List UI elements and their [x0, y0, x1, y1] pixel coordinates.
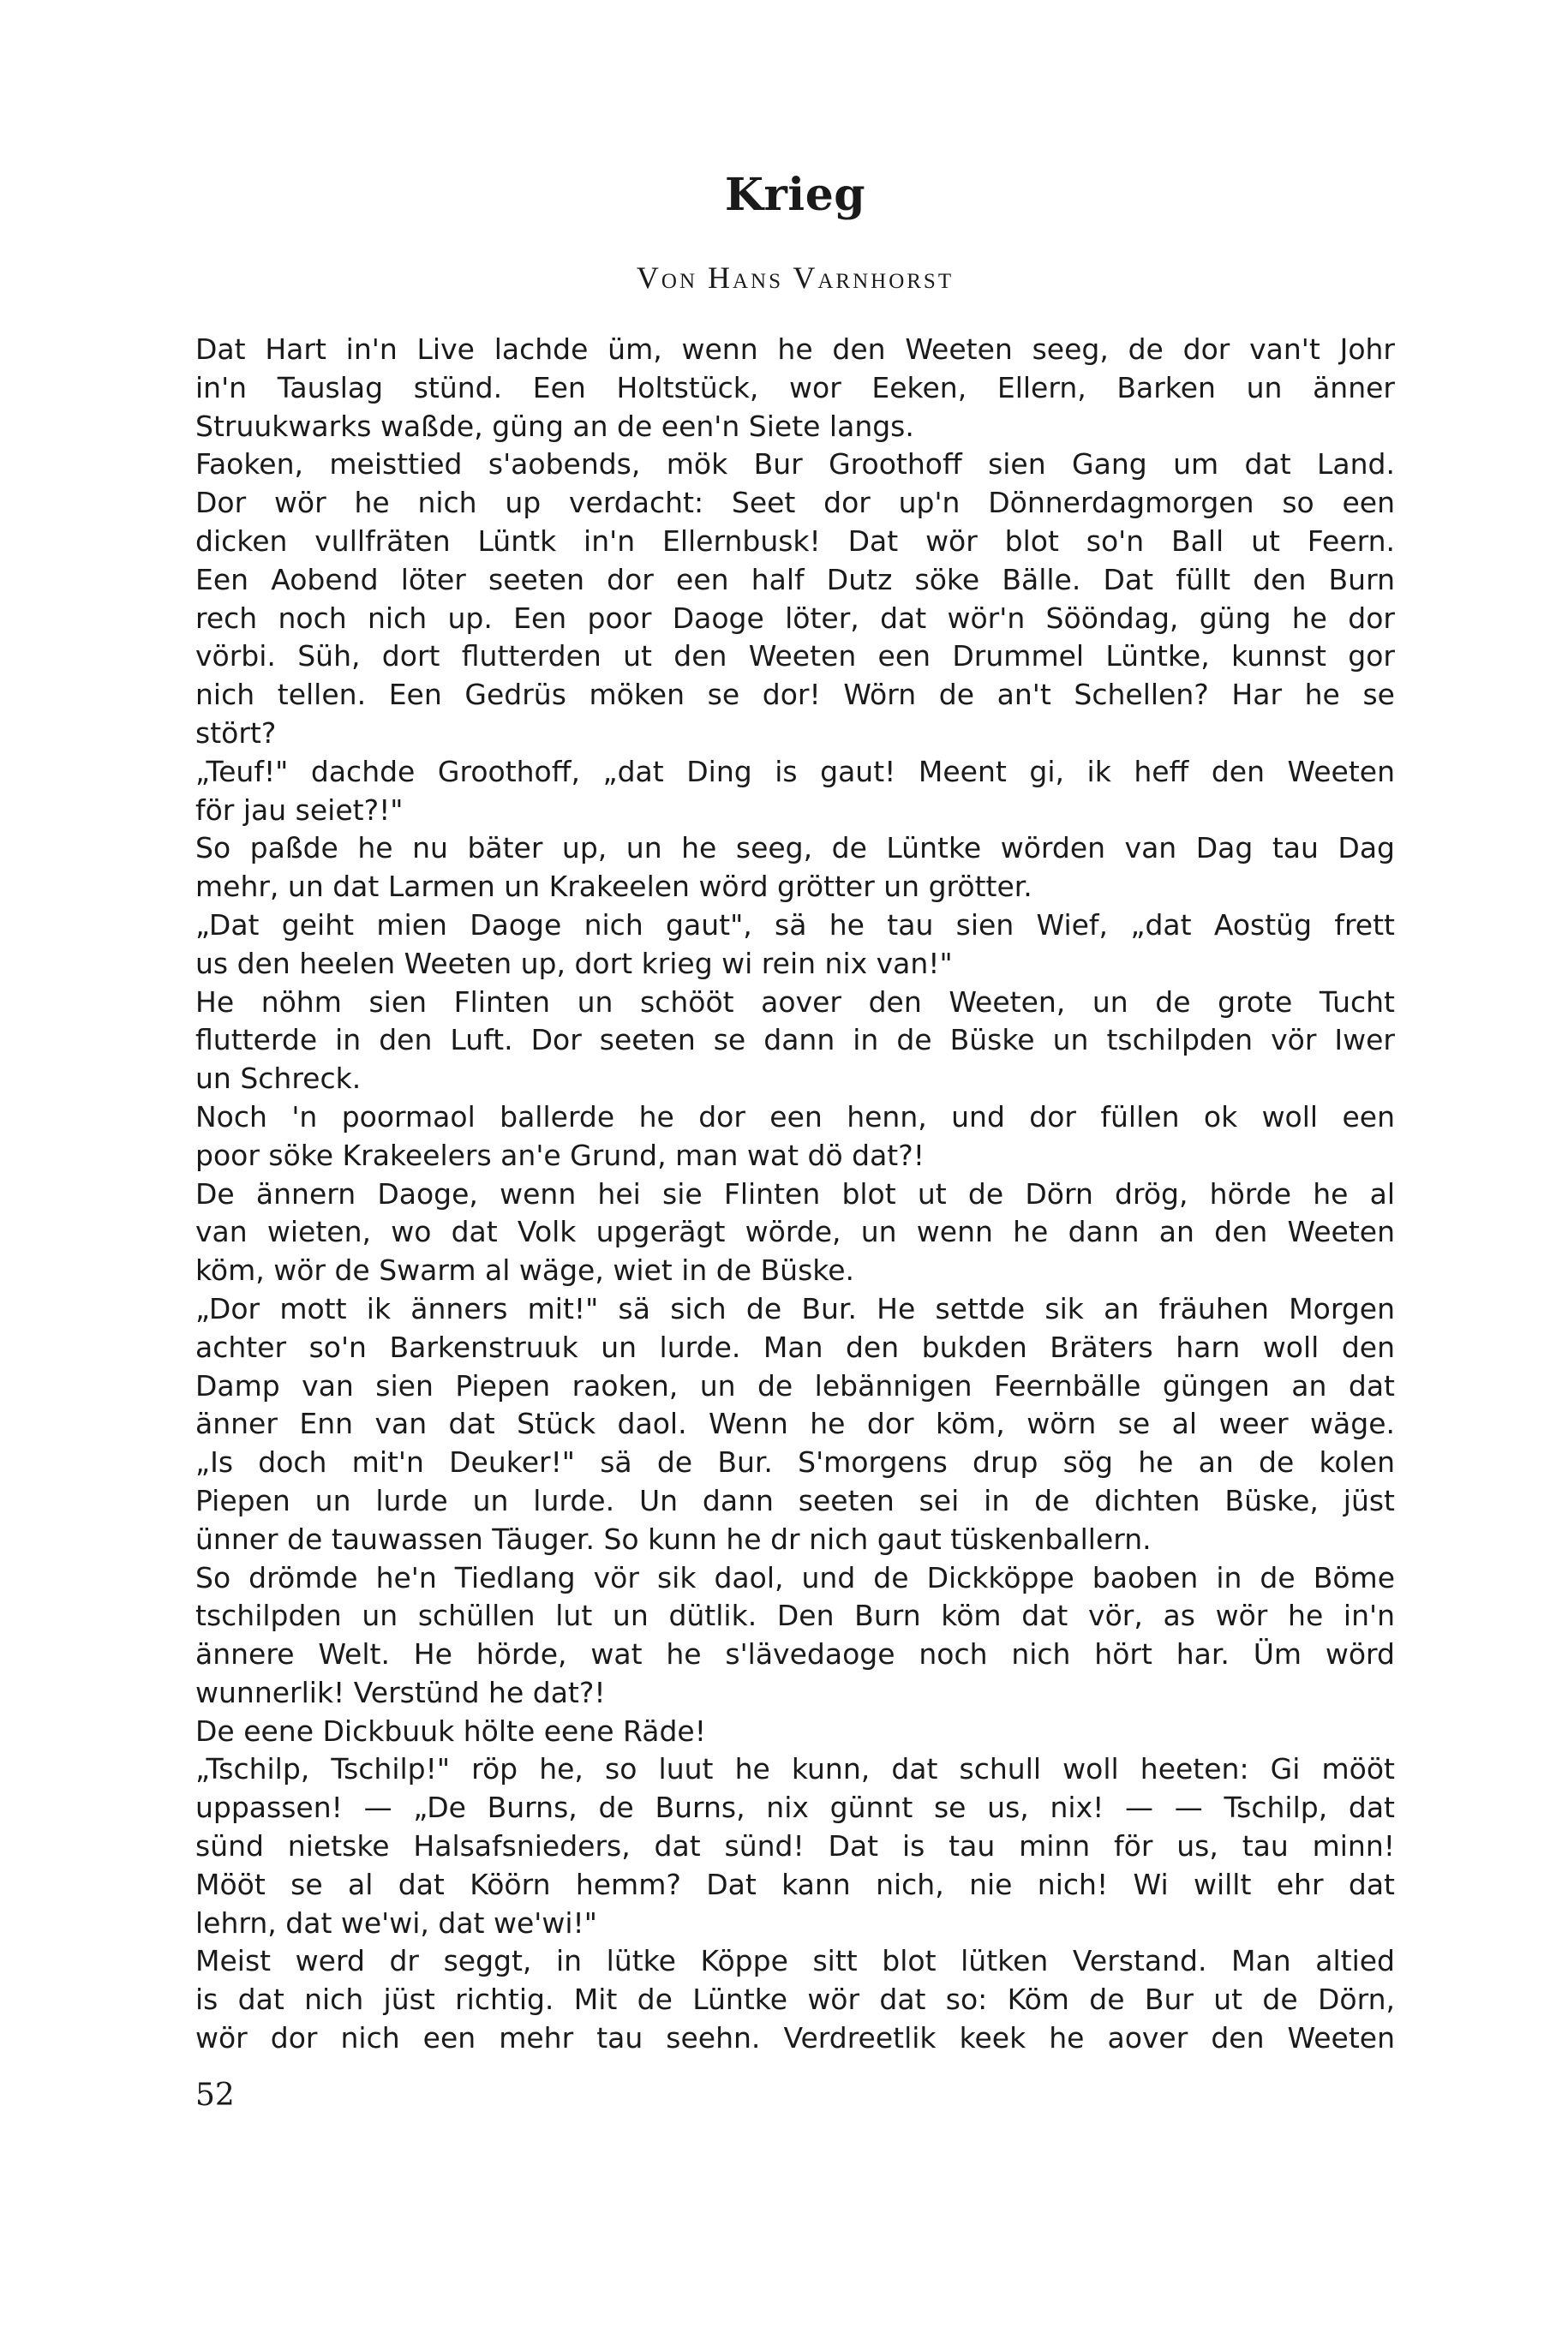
text-line: „Teuf!" dachde Groothoff, „dat Ding is gaut! Meent gi, ik heff den Weeten [195, 754, 1395, 788]
text-line: ünner de tauwassen Täuger. So kunn he dr nich gaut tüskenballern. [195, 1522, 1152, 1556]
text-line: nich tellen. Een Gedrüs möken se dor! Wörn de an't Schellen? Har he se [195, 678, 1395, 712]
text-line: Noch 'n poormaol ballerde he dor een henn, und dor füllen ok woll een [195, 1099, 1395, 1134]
text-line: Piepen un lurde un lurde. Un dann seeten sei in de dichten Büske, jüst [195, 1483, 1395, 1517]
text-line: dicken vullfräten Lüntk in'n Ellernbusk! Dat wör blot so'n Ball ut Feern. [195, 523, 1395, 558]
text-line: änner Enn van dat Stück daol. Wenn he dor köm, wörn se al weer wäge. [195, 1407, 1395, 1441]
text-line: vörbi. Süh, dort flutterden ut den Weeten een Drummel Lüntke, kunnst gor [195, 639, 1395, 673]
text-line: Dor wör he nich up verdacht: Seet dor up'n Dönnerdagmorgen so een [195, 486, 1395, 520]
text-line: Meist werd dr seggt, in lütke Köppe sitt blot lütken Verstand. Man altied [195, 1944, 1395, 1978]
text-line: Damp van sien Piepen raoken, un de lebännigen Feernbälle güngen an dat [195, 1368, 1395, 1403]
text-line: tschilpden un schüllen lut un dütlik. Den Burn köm dat vör, as wör he in'n [195, 1599, 1395, 1633]
page-title: Krieg [724, 169, 866, 221]
text-line: mehr, un dat Larmen un Krakeelen wörd grötter un grötter. [195, 870, 1032, 904]
text-line: Struukwarks waßde, güng an de een'n Siete langs. [195, 409, 914, 443]
text-line: lehrn, dat we'wi, dat we'wi!" [195, 1905, 597, 1940]
text-line: wunnerlik! Verstünd he dat?! [195, 1675, 606, 1709]
text-line: Een Aobend löter seeten dor een half Dutz söke Bälle. Dat füllt den Burn [195, 562, 1395, 596]
text-line: De eene Dickbuuk hölte eene Räde! [195, 1714, 706, 1748]
text-line: flutterde in den Luft. Dor seeten se dann in de Büske un tschilpden vör Iwer [195, 1023, 1395, 1057]
text-line: uppassen! — „De Burns, de Burns, nix günnt se us, nix! — — Tschilp, dat [195, 1791, 1395, 1825]
text-line: för jau seiet?!" [195, 793, 404, 827]
story-text [195, 331, 1395, 2058]
text-line: „Dat geiht mien Daoge nich gaut", sä he tau sien Wief, „dat Aostüg frett [195, 907, 1395, 942]
text-line: So paßde he nu bäter up, un he seeg, de Lüntke wörden van Dag tau Dag [195, 831, 1395, 865]
text-line: poor söke Krakeelers an'e Grund, man wat dö dat?! [195, 1138, 925, 1172]
text-line: is dat nich jüst richtig. Mit de Lüntke wör dat so: Köm de Bur ut de Dörn, [195, 1983, 1395, 2017]
text-line: un Schreck. [195, 1062, 362, 1096]
text-line: van wieten, wo dat Volk upgerägt wörde, un wenn he dann an den Weeten [195, 1215, 1395, 1249]
text-line: „Dor mott ik änners mit!" sä sich de Bur. He settde sik an fräuhen Morgen [195, 1291, 1395, 1325]
text-line: Faoken, meisttied s'aobends, mök Bur Groothoff sien Gang um dat Land. [195, 447, 1395, 482]
text-line: us den heelen Weeten up, dort krieg wi rein nix van!" [195, 946, 953, 980]
text-line: köm, wör de Swarm al wäge, wiet in de Büske. [195, 1253, 855, 1288]
text-line: ännere Welt. He hörde, wat he s'lävedaoge noch nich hört har. Üm wörd [195, 1637, 1395, 1672]
author-byline: Von Hans Varnhorst [636, 260, 955, 295]
text-line: He nöhm sien Flinten un schööt aover den Weeten, un de grote Tucht [195, 984, 1395, 1019]
text-line: sünd nietske Halsafsnieders, dat sünd! Dat is tau minn för us, tau minn! [195, 1829, 1395, 1863]
text-line: rech noch nich up. Een poor Daoge löter, dat wör'n Sööndag, güng he dor [195, 601, 1395, 635]
text-line: „Is doch mit'n Deuker!" sä de Bur. S'morgens drup sög he an de kolen [195, 1445, 1395, 1480]
text-line: De ännern Daoge, wenn hei sie Flinten blot ut de Dörn drög, hörde he al [195, 1176, 1395, 1211]
text-line: So drömde he'n Tiedlang vör sik daol, und de Dickköppe baoben in de Böme [195, 1560, 1395, 1594]
document-page [195, 0, 1395, 2327]
text-line: in'n Tauslag stünd. Een Holtstück, wor Eeken, Ellern, Barken un änner [195, 370, 1395, 404]
text-line: wör dor nich een mehr tau seehn. Verdreetlik keek he aover den Weeten [195, 2021, 1395, 2055]
text-line: stört? [195, 715, 277, 750]
text-line: Mööt se al dat Köörn hemm? Dat kann nich, nie nich! Wi willt ehr dat [195, 1867, 1395, 1901]
text-line: Dat Hart in'n Live lachde üm, wenn he den Weeten seeg, de dor van't Johr [195, 332, 1395, 366]
text-line: „Tschilp, Tschilp!" röp he, so luut he kunn, dat schull woll heeten: Gi mööt [195, 1752, 1395, 1786]
text-line: achter so'n Barkenstruuk un lurde. Man den bukden Bräters harn woll den [195, 1330, 1395, 1364]
page-number: 52 [195, 2078, 235, 2113]
